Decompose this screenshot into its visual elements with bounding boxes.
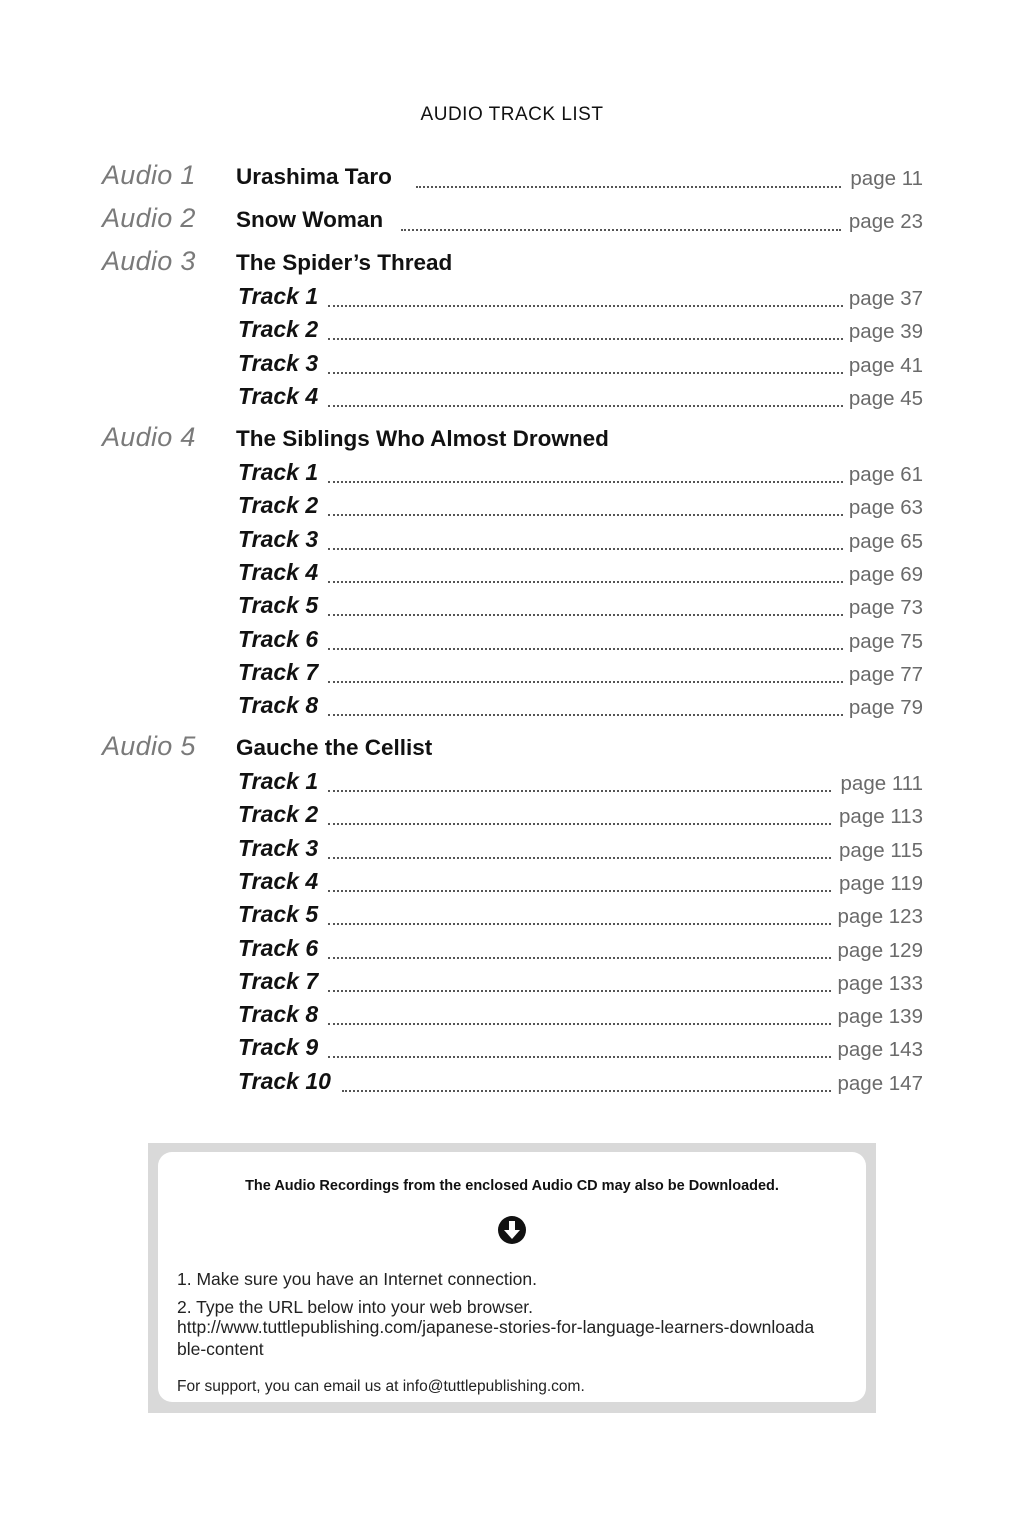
- page-ref: page 139: [837, 1005, 923, 1029]
- dot-leader: [328, 514, 843, 516]
- track-label: Track 2: [238, 492, 319, 519]
- track-label: Track 3: [238, 834, 319, 861]
- download-heading: The Audio Recordings from the enclosed Audio CD may also be Downloaded.: [245, 1178, 779, 1194]
- download-url[interactable]: http://www.tuttlepublishing.com/japanese-stories-for-language-learners-downloadable-content: [177, 1317, 815, 1359]
- dot-leader: [328, 923, 831, 925]
- dot-leader: [328, 648, 843, 650]
- dot-leader: [401, 229, 841, 231]
- track-label: Track 4: [238, 558, 319, 585]
- track-label: Track 5: [238, 901, 319, 928]
- download-step-2: 2. Type the URL below into your web browser.: [177, 1297, 534, 1317]
- audio-label: Audio 4: [102, 422, 196, 452]
- track-label: Track 3: [238, 525, 319, 552]
- page-ref: page 113: [839, 805, 923, 829]
- dot-leader: [328, 338, 843, 340]
- track-label: Track 6: [238, 934, 319, 961]
- page-ref: page 133: [837, 971, 923, 995]
- audio-title: Gauche the Cellist: [236, 735, 433, 760]
- download-box: [148, 1143, 876, 1413]
- page-ref: page 115: [839, 838, 923, 862]
- dot-leader: [328, 481, 843, 483]
- track-label: Track 3: [238, 349, 319, 376]
- dot-leader: [328, 714, 843, 716]
- page-ref: page 147: [837, 1071, 923, 1095]
- dot-leader: [328, 857, 831, 859]
- page-ref: page 77: [848, 662, 923, 686]
- dot-leader: [328, 1023, 831, 1025]
- page-ref: page 79: [848, 696, 923, 720]
- audio-label: Audio 3: [102, 246, 196, 276]
- track-label: Track 5: [238, 592, 319, 619]
- page-ref: page 61: [848, 463, 923, 486]
- track-label: Track 8: [238, 1001, 319, 1028]
- page-ref: page 69: [848, 562, 923, 586]
- audio-title: Urashima Taro: [236, 164, 392, 189]
- audio-label: Audio 1: [102, 160, 196, 190]
- track-label: Track 10: [238, 1067, 331, 1094]
- track-label: Track 4: [238, 867, 319, 894]
- support-email-text: For support, you can email us at info@tuttlepublishing.com.: [177, 1378, 585, 1395]
- dot-leader: [328, 990, 831, 992]
- audio-title: The Spider’s Thread: [236, 250, 453, 275]
- page-ref: page 143: [837, 1038, 923, 1062]
- track-label: Track 4: [238, 382, 319, 409]
- page-ref: page 123: [837, 905, 923, 929]
- audio-title: Snow Woman: [236, 207, 384, 232]
- audio-label: Audio 2: [102, 203, 196, 233]
- audio-label: Audio 5: [102, 731, 196, 761]
- page-ref: page 37: [848, 287, 923, 310]
- page-ref: page 39: [848, 320, 923, 344]
- dot-leader: [328, 1056, 831, 1058]
- dot-leader: [416, 186, 841, 188]
- track-label: Track 7: [238, 658, 319, 685]
- track-label: Track 1: [238, 283, 319, 309]
- track-label: Track 1: [238, 768, 319, 794]
- dot-leader: [328, 681, 843, 683]
- download-step-1: 1. Make sure you have an Internet connection.: [177, 1269, 537, 1289]
- track-label: Track 2: [238, 316, 319, 343]
- track-label: Track 7: [238, 967, 319, 994]
- dot-leader: [328, 548, 843, 550]
- dot-leader: [328, 790, 831, 792]
- track-label: Track 9: [238, 1034, 319, 1061]
- page-ref: page 23: [848, 210, 923, 233]
- page-ref: page 45: [848, 386, 923, 410]
- page-ref: page 63: [848, 496, 923, 520]
- audio-title: The Siblings Who Almost Drowned: [236, 426, 609, 451]
- track-label: Track 8: [238, 692, 319, 719]
- dot-leader: [328, 372, 843, 374]
- page-ref: page 75: [848, 629, 923, 653]
- page-ref: page 111: [840, 772, 923, 795]
- page-ref: page 41: [848, 353, 923, 377]
- page-ref: page 65: [848, 529, 923, 553]
- dot-leader: [328, 890, 831, 892]
- page-ref: page 129: [837, 938, 923, 962]
- dot-leader: [328, 823, 831, 825]
- track-label: Track 1: [238, 459, 319, 485]
- page-ref: page 73: [848, 596, 923, 620]
- download-box-inner: [158, 1152, 866, 1402]
- track-label: Track 6: [238, 625, 319, 652]
- dot-leader: [328, 581, 843, 583]
- download-arrow-icon: [497, 1215, 527, 1245]
- page-title: AUDIO TRACK LIST: [420, 104, 604, 125]
- page-ref: page 119: [839, 871, 923, 895]
- track-label: Track 2: [238, 801, 319, 828]
- dot-leader: [328, 614, 843, 616]
- dot-leader: [342, 1090, 831, 1092]
- dot-leader: [328, 405, 843, 407]
- page-ref: page 11: [850, 167, 923, 190]
- dot-leader: [328, 305, 843, 307]
- dot-leader: [328, 957, 831, 959]
